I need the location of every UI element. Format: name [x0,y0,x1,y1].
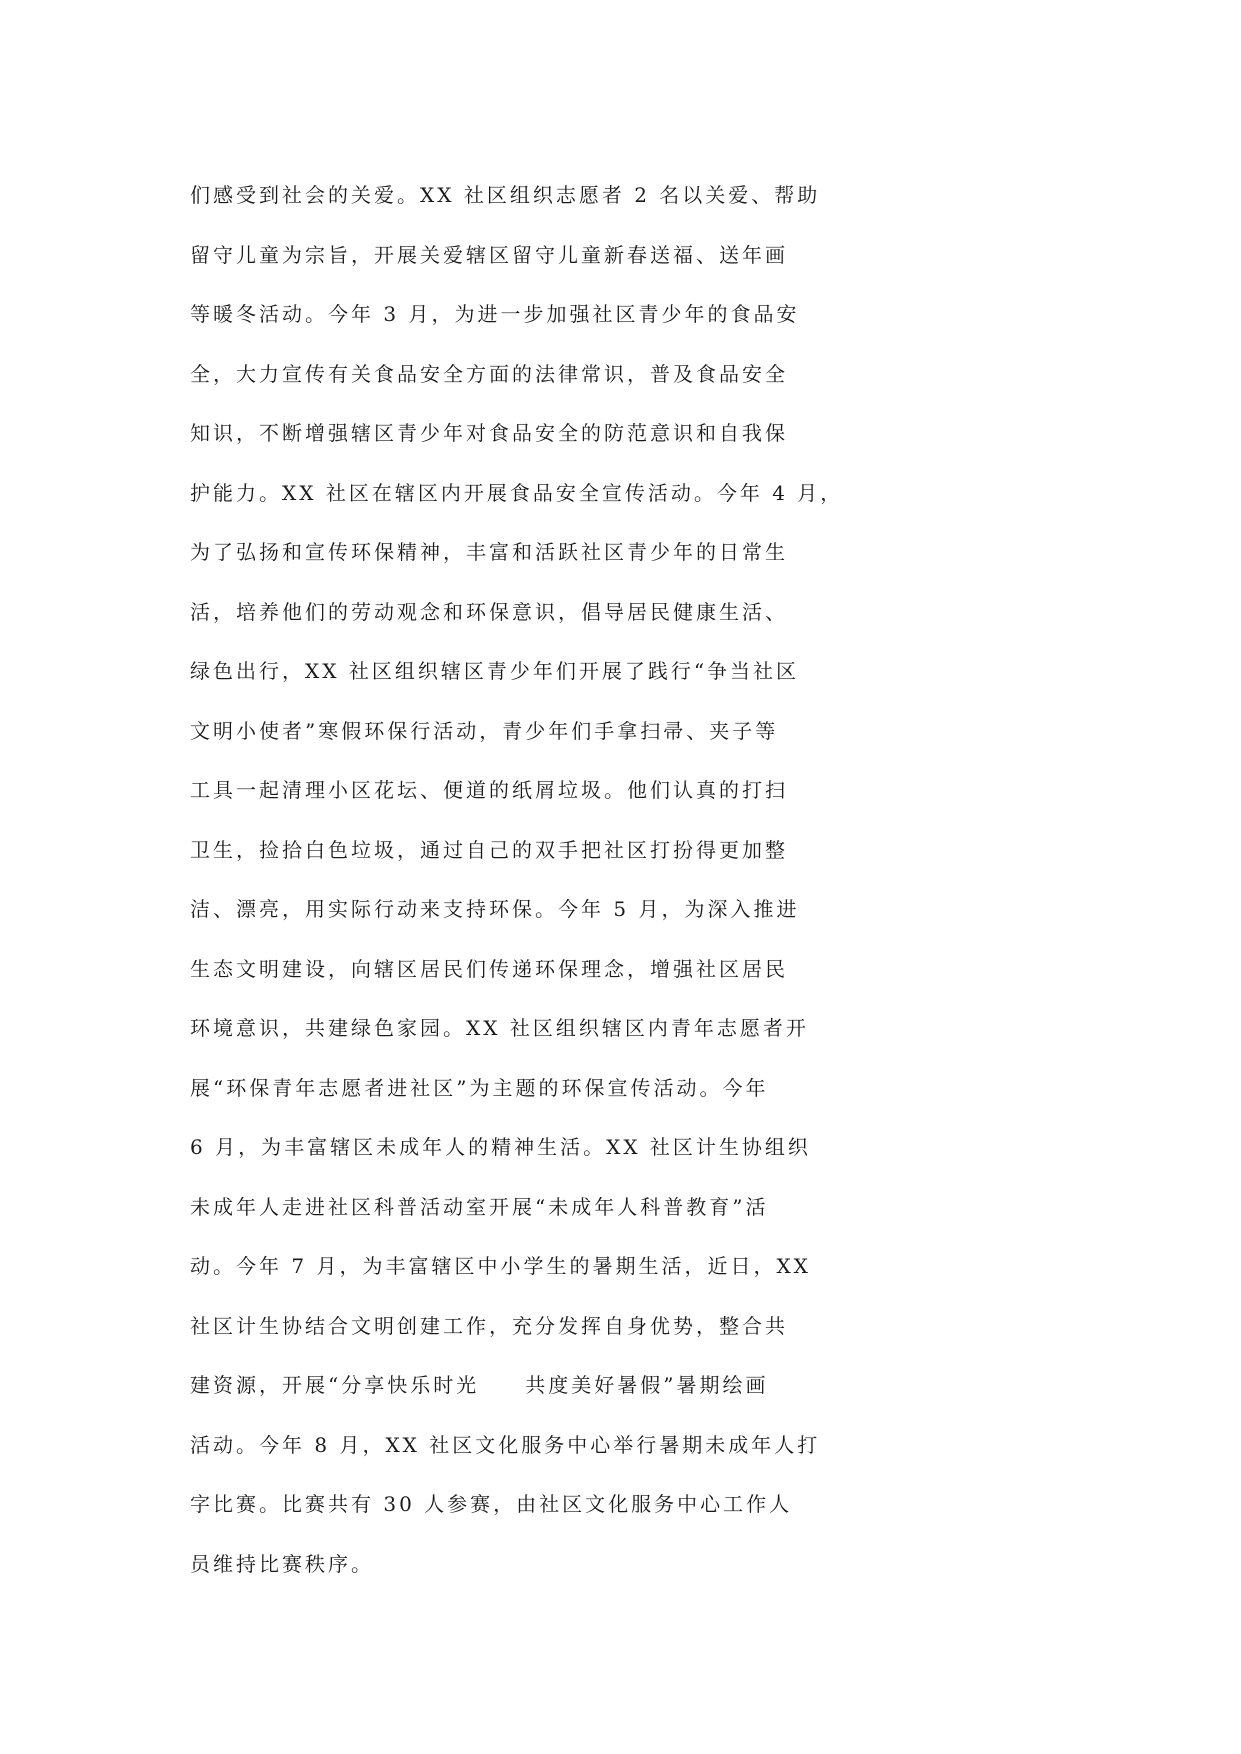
text-line: 动。今年 7 月，为丰富辖区中小学生的暑期生活，近日，XX [190,1254,811,1278]
text-line: 全，大力宣传有关食品安全方面的法律常识，普及食品安全 [190,361,788,386]
text-line: 绿色出行，XX 社区组织辖区青少年们开展了践行“争当社区 [190,659,800,683]
text-line: 员维持比赛秩序。 [190,1551,374,1576]
text-line: 知识，不断增强辖区青少年对食品安全的防范意识和自我保 [190,421,788,445]
text-line: 卫生，捡拾白色垃圾，通过自己的双手把社区打扮得更加整 [190,837,788,862]
text-line: 生态文明建设，向辖区居民们传递环保理念，增强社区居民 [190,956,788,981]
text-line: 社区计生协结合文明创建工作，充分发挥自身优势，整合共 [190,1313,788,1338]
text-line: 活，培养他们的劳动观念和环保意识，倡导居民健康生活、 [190,599,788,624]
text-line: 文明小使者”寒假环保行活动，青少年们手拿扫帚、夹子等 [190,718,779,743]
text-line: 留守儿童为宗旨，开展关爱辖区留守儿童新春送福、送年画 [190,242,788,267]
text-line: 环境意识，共建绿色家园。XX 社区组织辖区内青年志愿者开 [190,1016,809,1040]
text-line: 工具一起清理小区花坛、便道的纸屑垃圾。他们认真的打扫 [190,778,788,802]
text-line: 护能力。XX 社区在辖区内开展食品安全宣传活动。今年 4 月， [190,480,844,505]
text-line: 们感受到社会的关爱。XX 社区组织志愿者 2 名以关爱、帮助 [190,183,821,207]
text-line: 为了弘扬和宣传环保精神，丰富和活跃社区青少年的日常生 [190,540,788,564]
text-line: 建资源，开展“分享快乐时光 共度美好暑假”暑期绘画 [190,1373,769,1397]
body-paragraph [190,166,1090,1594]
text-line: 展“环保青年志愿者进社区”为主题的环保宣传活动。今年 [190,1075,769,1100]
text-line: 字比赛。比赛共有 30 人参赛，由社区文化服务中心工作人 [190,1492,793,1516]
text-line: 6 月，为丰富辖区未成年人的精神生活。XX 社区计生协组织 [190,1135,811,1159]
text-line: 等暖冬活动。今年 3 月，为进一步加强社区青少年的食品安 [190,302,800,326]
text-line: 未成年人走进社区科普活动室开展“未成年人科普教育”活 [190,1194,769,1219]
text-line: 洁、漂亮，用实际行动来支持环保。今年 5 月，为深入推进 [190,897,800,921]
text-line: 活动。今年 8 月，XX 社区文化服务中心举行暑期未成年人打 [190,1432,821,1457]
